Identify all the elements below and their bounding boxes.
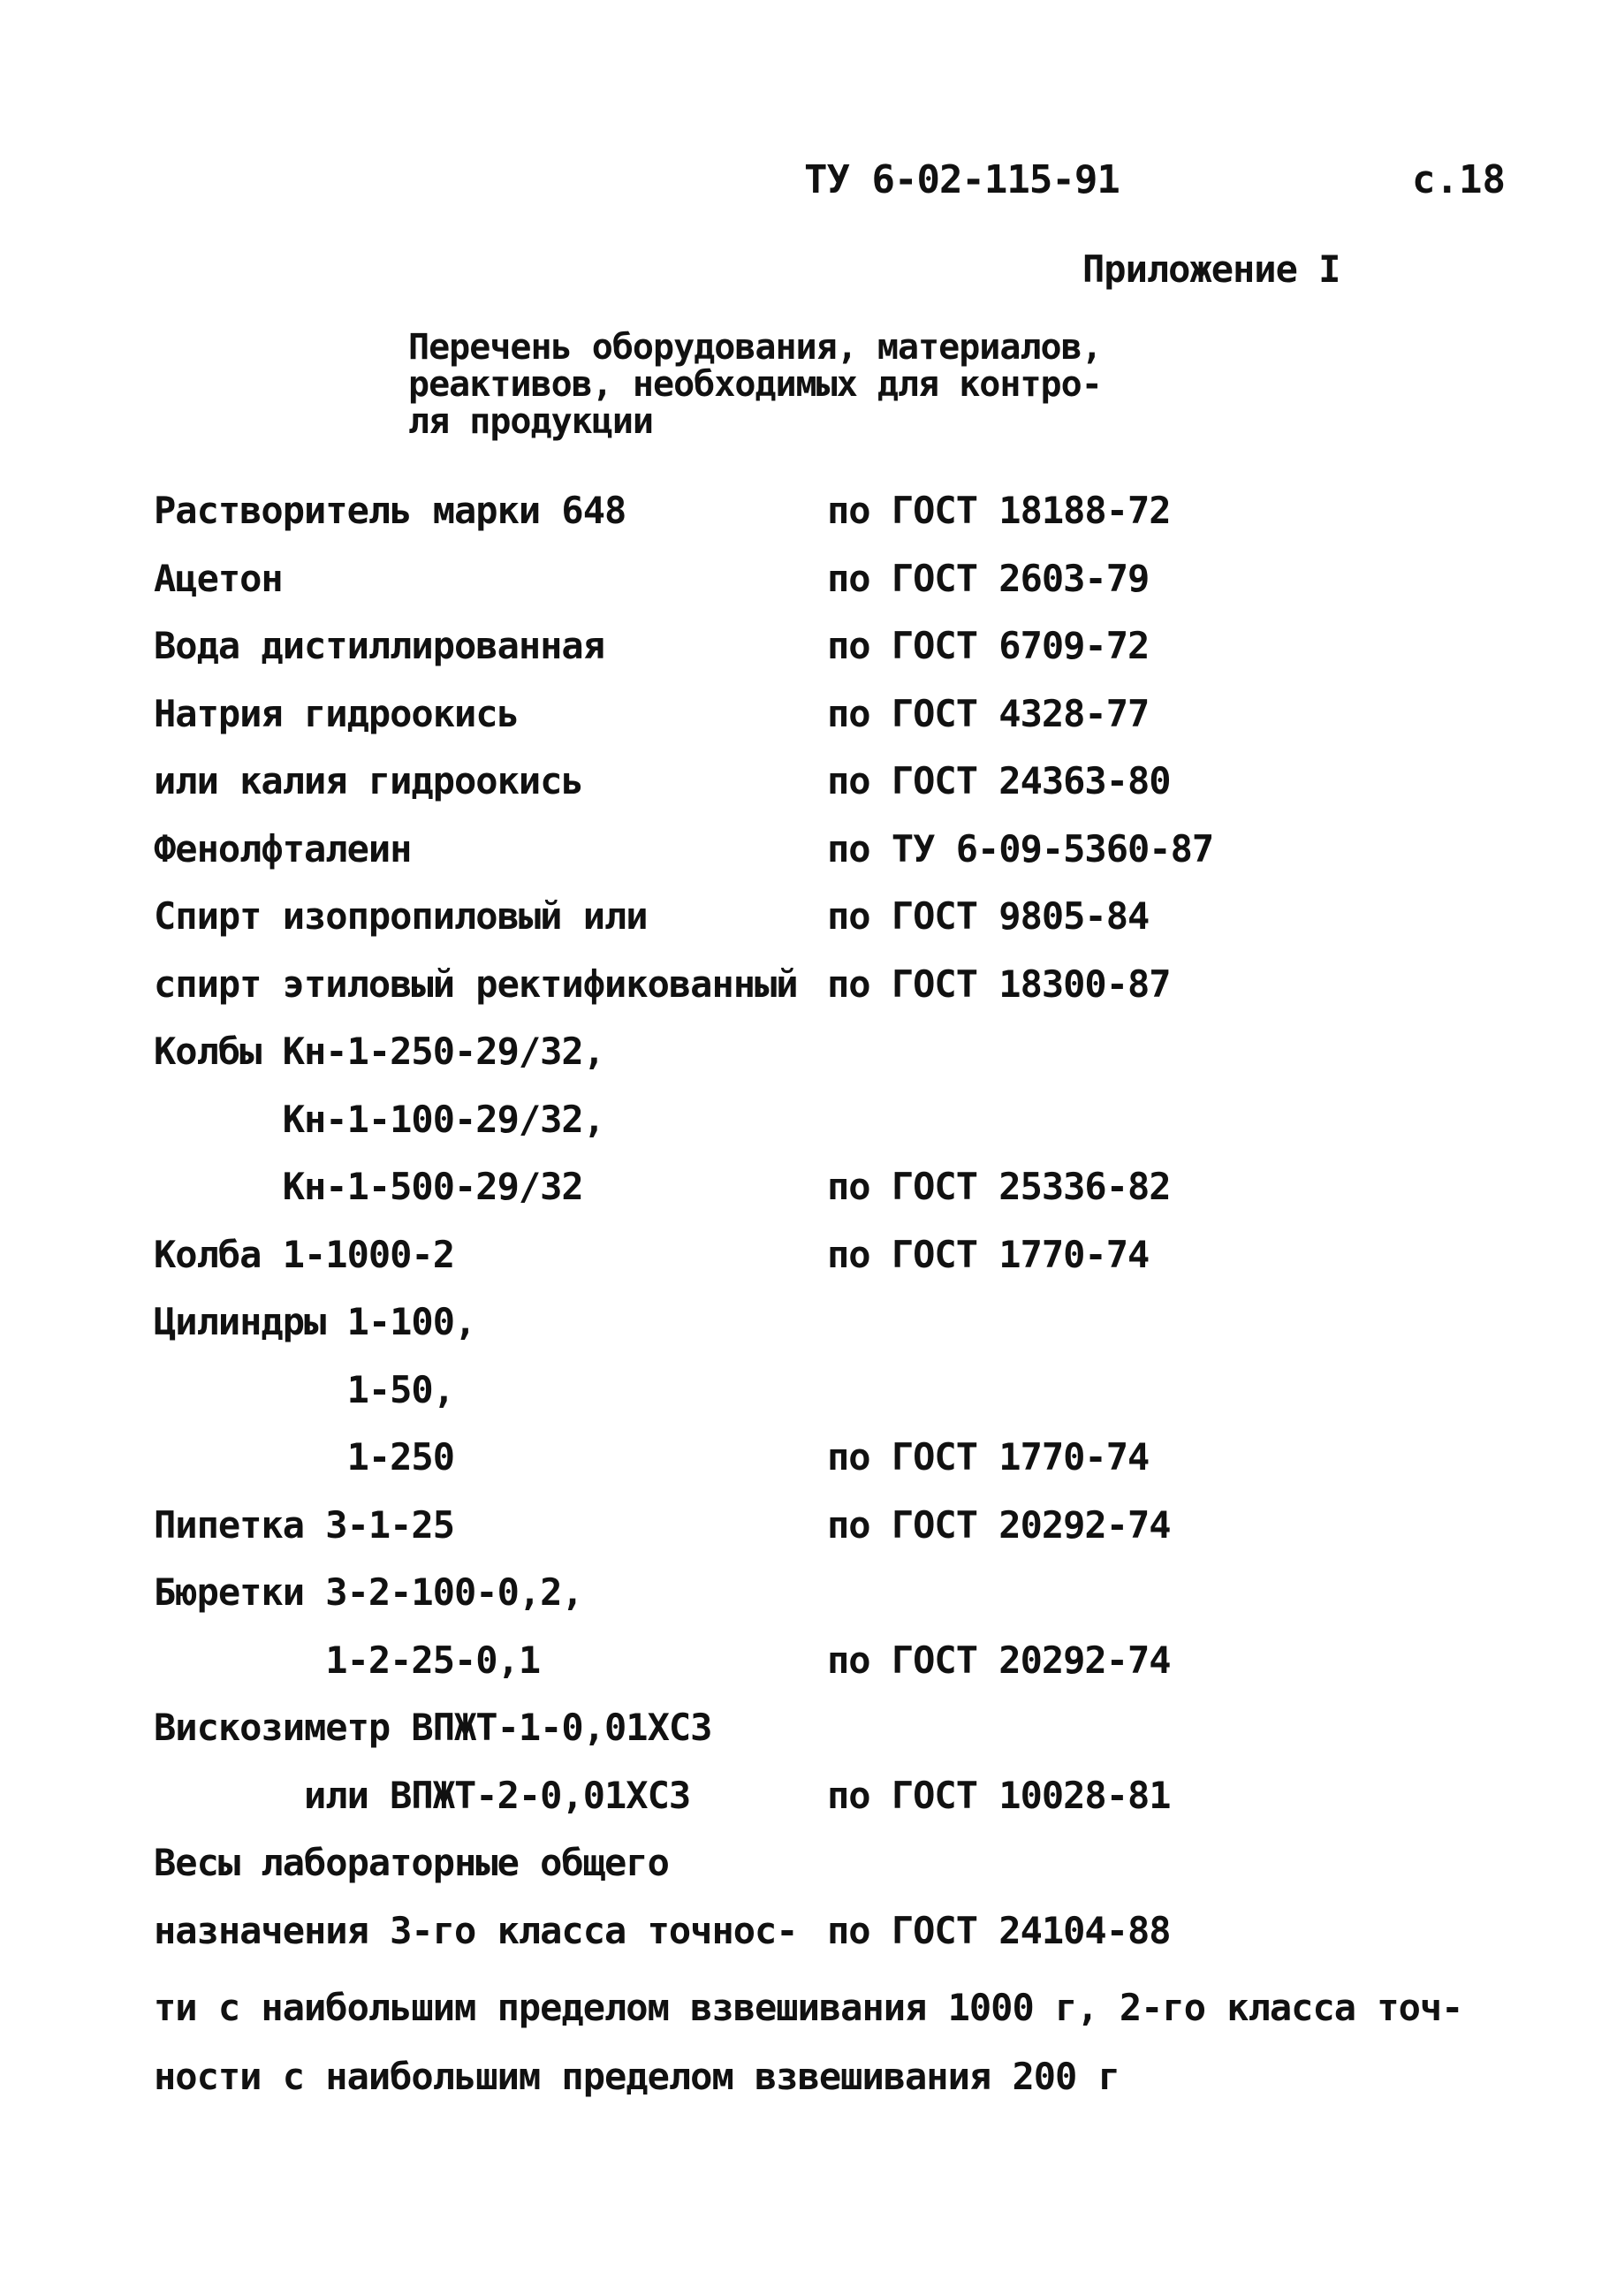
list-heading (408, 329, 1102, 440)
list-item (154, 1909, 1532, 1977)
item-standard: по ТУ 6-09-5360-87 (827, 826, 1214, 871)
item-standard: по ГОСТ 10028-81 (827, 1773, 1171, 1817)
heading-line: реактивов, необходимых для контро- (408, 364, 1102, 405)
list-item (154, 1300, 1532, 1368)
list-item (154, 1774, 1532, 1842)
continuation-line: ти с наибольшим пределом взвешивания 1000 г, 2-го класса точ- (154, 1986, 1463, 2029)
item-name: Спирт изопропиловый или (154, 894, 648, 938)
list-item (154, 1368, 1532, 1436)
item-name: назначения 3-го класса точнос- (154, 1908, 798, 1952)
item-name: Кн-1-100-29/32, (154, 1097, 605, 1141)
item-name: Весы лабораторные общего (154, 1841, 669, 1884)
list-item (154, 1233, 1532, 1301)
item-name: Ацетон (154, 556, 283, 600)
item-name: Растворитель марки 648 (154, 489, 626, 532)
item-standard: по ГОСТ 24104-88 (827, 1908, 1171, 1952)
item-standard: по ГОСТ 20292-74 (827, 1638, 1171, 1682)
item-standard: по ГОСТ 1770-74 (827, 1232, 1150, 1276)
item-name: спирт этиловый ректификованный (154, 962, 798, 1006)
list-item (154, 1503, 1532, 1571)
list-item (154, 489, 1532, 557)
list-item (154, 1030, 1532, 1098)
list-item (154, 962, 1532, 1030)
item-name: Кн-1-500-29/32 (154, 1165, 583, 1208)
list-item (154, 1638, 1532, 1707)
item-name: 1-50, (154, 1367, 455, 1411)
item-standard: по ГОСТ 24363-80 (827, 759, 1171, 802)
list-item (154, 1570, 1532, 1638)
item-name: Цилиндры 1-100, (154, 1300, 476, 1343)
list-item (154, 1841, 1532, 1909)
heading-line: ля продукции (408, 401, 653, 442)
item-name: 1-2-25-0,1 (154, 1638, 541, 1682)
item-name: Вода дистиллированная (154, 624, 605, 667)
item-name: Фенолфталеин (154, 826, 412, 871)
equipment-list (154, 489, 1532, 1976)
item-standard: по ГОСТ 1770-74 (827, 1435, 1150, 1479)
item-standard: по ГОСТ 2603-79 (827, 556, 1150, 600)
list-item (154, 759, 1532, 827)
list-item (154, 557, 1532, 625)
page-number: с.18 (1412, 157, 1506, 202)
item-name: или ВПЖТ-2-0,01ХС3 (154, 1773, 691, 1817)
item-standard: по ГОСТ 9805-84 (827, 894, 1150, 938)
continuation-line: ности с наибольшим пределом взвешивания 200 г (154, 2055, 1120, 2098)
list-item (154, 692, 1532, 760)
item-name: Колба 1-1000-2 (154, 1232, 455, 1276)
list-item (154, 1435, 1532, 1503)
heading-line: Перечень оборудования, материалов, (408, 327, 1102, 368)
list-item (154, 894, 1532, 962)
item-standard: по ГОСТ 18300-87 (827, 962, 1171, 1006)
list-item (154, 624, 1532, 692)
item-name: Пипетка 3-1-25 (154, 1502, 455, 1547)
list-item (154, 1165, 1532, 1233)
item-name: Вискозиметр ВПЖТ-1-0,01ХС3 (154, 1706, 712, 1749)
item-name: Бюретки 3-2-100-0,2, (154, 1570, 583, 1614)
item-standard: по ГОСТ 25336-82 (827, 1165, 1171, 1208)
item-name: 1-250 (154, 1435, 455, 1479)
list-item (154, 827, 1532, 895)
item-standard: по ГОСТ 6709-72 (827, 624, 1150, 667)
item-name: или калия гидроокись (154, 759, 583, 802)
item-name: Натрия гидроокись (154, 691, 519, 735)
list-item (154, 1098, 1532, 1166)
item-name: Колбы Кн-1-250-29/32, (154, 1030, 605, 1073)
document-code: ТУ 6-02-115-91 (804, 157, 1120, 202)
item-standard: по ГОСТ 18188-72 (827, 489, 1171, 532)
appendix-label: Приложение I (1082, 247, 1340, 291)
list-item (154, 1706, 1532, 1774)
item-standard: по ГОСТ 20292-74 (827, 1502, 1171, 1547)
item-standard: по ГОСТ 4328-77 (827, 691, 1150, 735)
